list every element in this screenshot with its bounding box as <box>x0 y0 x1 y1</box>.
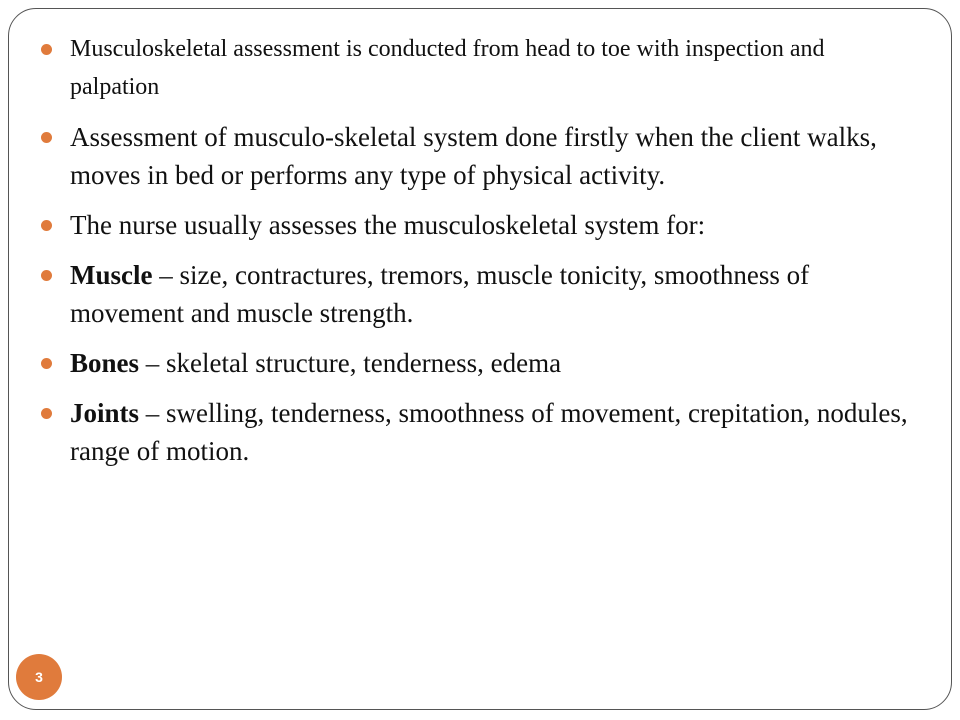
bullet-text: Assessment of musculo-skeletal system done firstly when the client walks, moves in bed or performs any type of physical activity. <box>70 122 877 190</box>
bullet-text: – skeletal structure, tenderness, edema <box>139 348 562 378</box>
bullet-dot-icon <box>41 132 52 143</box>
bullet-text: – size, contractures, tremors, muscle tonicity, smoothness of movement and muscle strength. <box>70 260 810 328</box>
bullet-dot-icon <box>41 358 52 369</box>
bullet-item <box>38 118 918 194</box>
bullet-item <box>38 30 918 106</box>
bullet-text: The nurse usually assesses the musculoskeletal system for: <box>70 210 706 240</box>
bullet-term: Muscle <box>70 260 153 290</box>
bullet-text: Musculoskeletal assessment is conducted from head to toe with inspection and palpation <box>70 36 825 100</box>
bullet-item-joints <box>38 394 918 470</box>
bullet-item-muscle <box>38 256 918 332</box>
bullet-term: Bones <box>70 348 140 378</box>
bullet-item <box>38 206 918 244</box>
bullet-item-bones <box>38 344 918 382</box>
bullet-dot-icon <box>41 44 52 55</box>
bullet-list <box>38 30 918 482</box>
bullet-dot-icon <box>41 408 52 419</box>
bullet-dot-icon <box>41 270 52 281</box>
bullet-dot-icon <box>41 220 52 231</box>
page-number-badge: 3 <box>16 654 62 700</box>
bullet-term: Joints <box>70 398 140 428</box>
bullet-text: – swelling, tenderness, smoothness of movement, crepitation, nodules, range of motion. <box>70 398 908 466</box>
